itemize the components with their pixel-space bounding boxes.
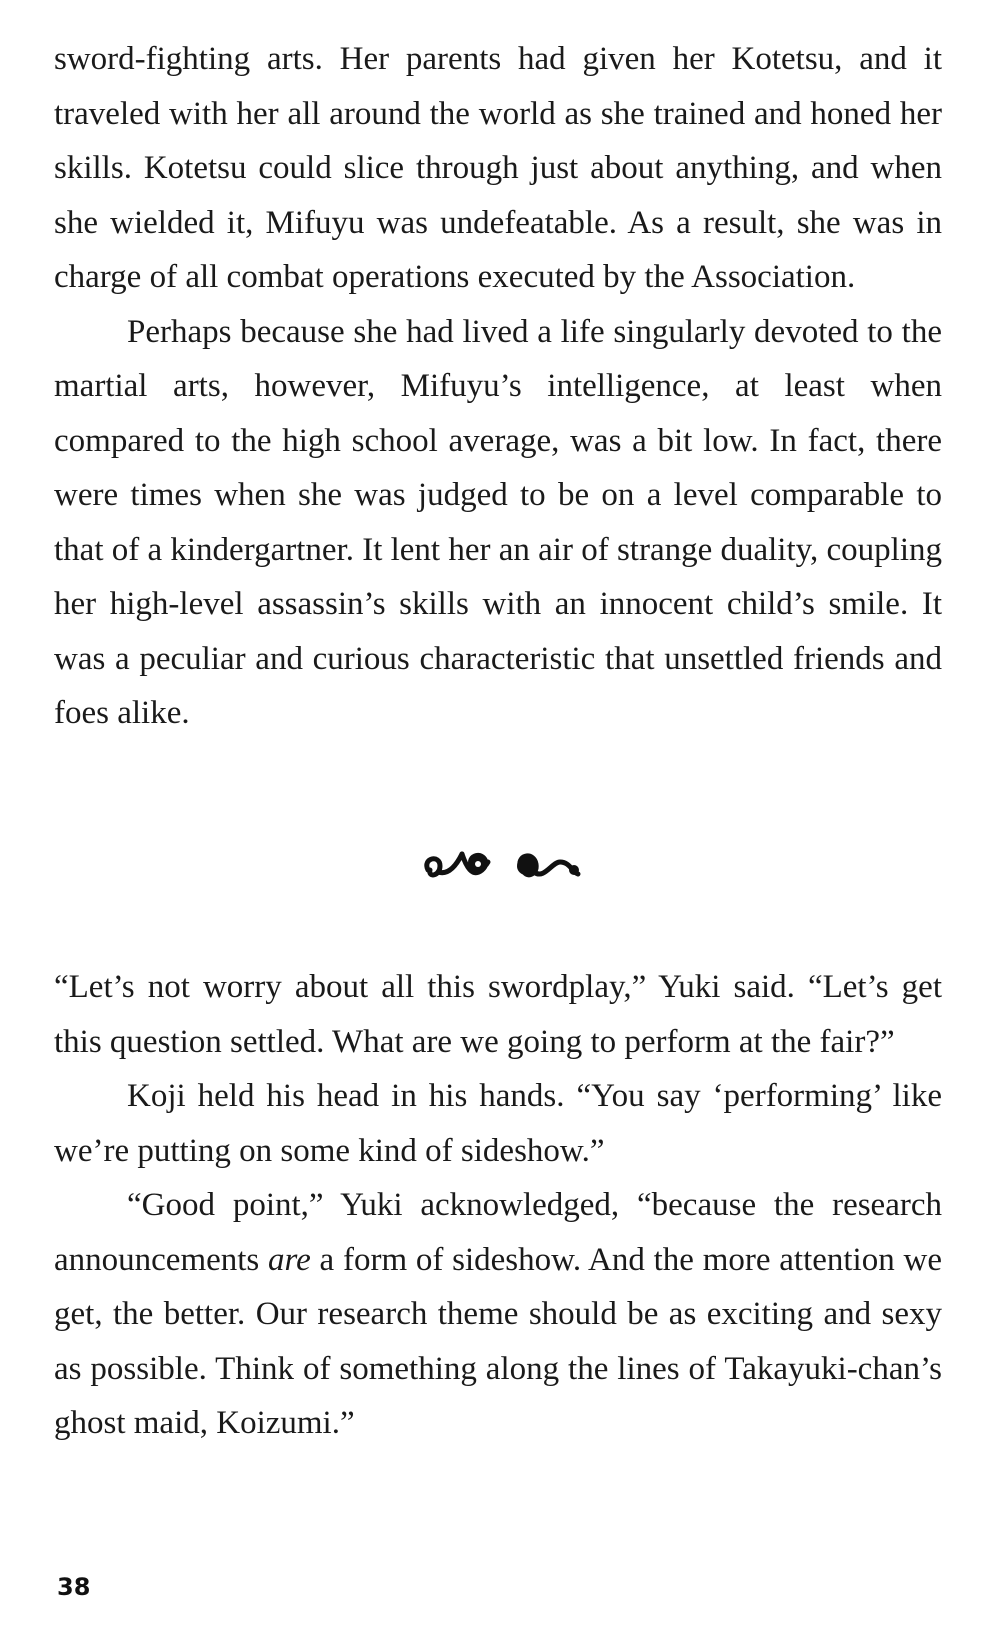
paragraph-2: Perhaps because she had lived a life singularly devoted to the martial arts, however, Mifuyu’s intelligence, at least when compared to the high school average, was a bit low. In fact, there were times when she was judged to be on a level comparable to that of a kindergartner. It lent her an air of strange duality, coupling her high-level assassin’s skills with an innocent child’s smile. It was a peculiar and curious characteristic that unsettled friends and foes alike. — [54, 313, 942, 731]
paragraph-5-part-2: a form of sideshow. And the more attention we get, the better. Our research theme should be as exciting and sexy as possible. Think of something along the lines of Takayuki-chan’s ghost maid, Koizumi.” — [54, 1241, 942, 1441]
text-block-top — [54, 32, 942, 741]
text-block-bottom — [54, 960, 942, 1451]
section-break-ornament — [0, 836, 1000, 896]
paragraph-4: Koji held his head in his hands. “You say ‘performing’ like we’re putting on some kind of sideshow.” — [54, 1078, 942, 1169]
scroll-ornament-icon — [400, 836, 600, 892]
page-number: 38 — [57, 1573, 91, 1601]
paragraph-3: “Let’s not worry about all this swordplay,” Yuki said. “Let’s get this question settled. What are we going to perform at the fair?” — [54, 969, 942, 1060]
paragraph-5-part-1: “Good point,” Yuki acknowledged, “because the research announcements — [54, 1187, 942, 1278]
paragraph-5-emphasis: are — [268, 1241, 311, 1278]
paragraph-5 — [54, 1178, 942, 1451]
paragraph-1: sword-fighting arts. Her parents had given her Kotetsu, and it traveled with her all around the world as she trained and honed her skills. Kotetsu could slice through just about anything, and when she wielded it, Mifuyu was undefeatable. As a result, she was in charge of all combat operations executed by the Association. — [54, 41, 942, 295]
